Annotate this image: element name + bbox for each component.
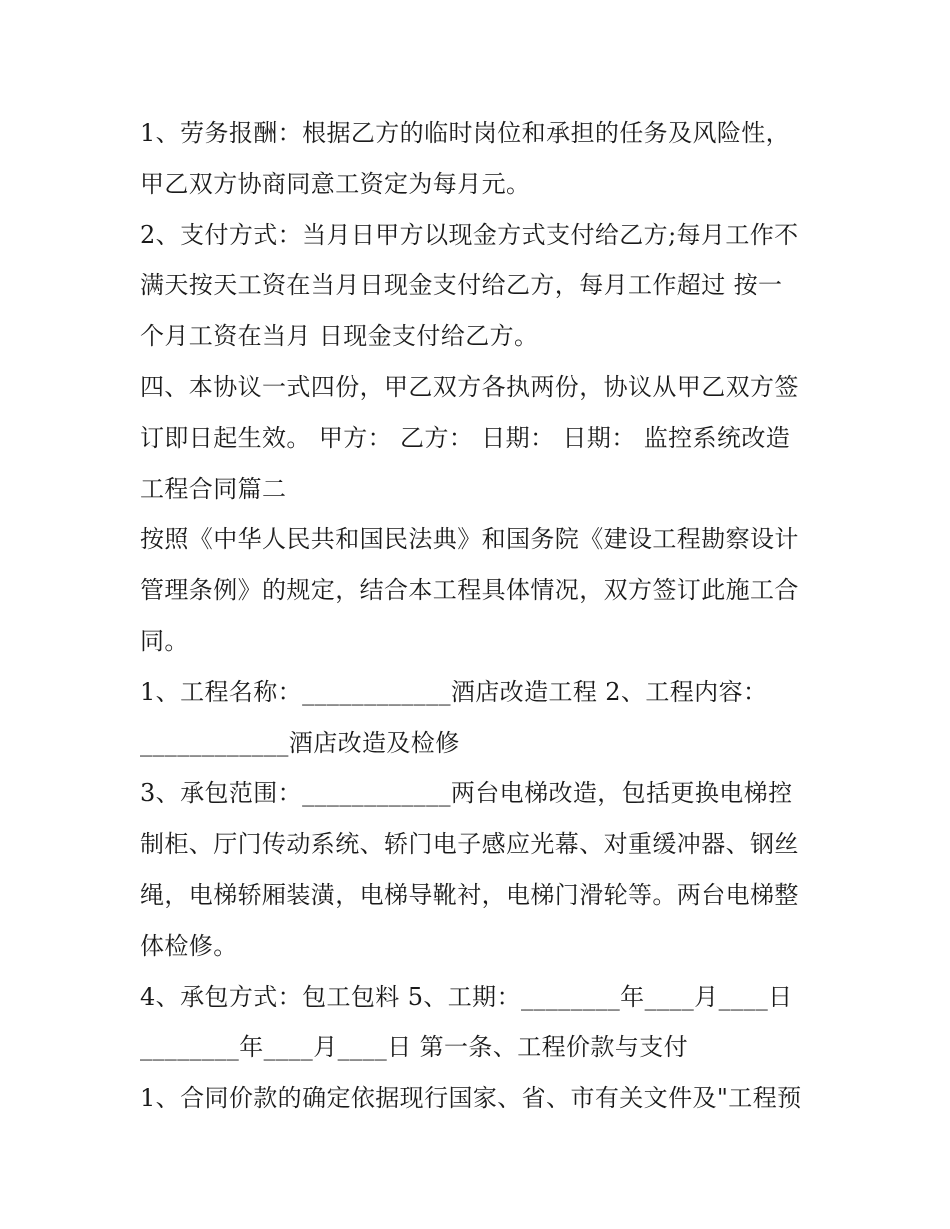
text-line: ____________酒店改造及检修 bbox=[140, 728, 460, 757]
document-body bbox=[140, 108, 820, 1124]
text-line: 制柜、厅门传动系统、轿门电子感应光幕、对重缓冲器、钢丝 bbox=[140, 830, 799, 859]
text-line: ________年____月____日 第一条、工程价款与支付 bbox=[140, 1033, 689, 1062]
text-line: 绳，电梯轿厢装潢，电梯导靴衬，电梯门滑轮等。两台电梯整 bbox=[140, 880, 799, 909]
text-line: 管理条例》的规定，结合本工程具体情况，双方签订此施工合 bbox=[140, 576, 799, 605]
text-line: 个月工资在当月 日现金支付给乙方。 bbox=[140, 322, 539, 351]
text-line: 1、劳务报酬：根据乙方的临时岗位和承担的任务及风险性， bbox=[140, 119, 791, 147]
text-line: 按照《中华人民共和国民法典》和国务院《建设工程勘察设计 bbox=[140, 525, 799, 554]
text-line: 同。 bbox=[140, 626, 189, 655]
text-line: 满天按天工资在当月日现金支付给乙方，每月工作超过 按一 bbox=[140, 271, 783, 300]
text-line: 1、工程名称：____________酒店改造工程 2、工程内容： bbox=[140, 677, 768, 706]
text-line: 四、本协议一式四份，甲乙双方各执两份，协议从甲乙双方签 bbox=[140, 372, 799, 401]
text-line: 甲乙双方协商同意工资定为每月元。 bbox=[140, 169, 531, 198]
text-line: 体检修。 bbox=[140, 931, 238, 960]
text-line: 4、承包方式：包工包料 5、工期：________年____月____日 bbox=[140, 982, 793, 1011]
text-line: 1、合同价款的确定依据现行国家、省、市有关文件及"工程预 bbox=[140, 1084, 802, 1113]
text-line: 2、支付方式：当月日甲方以现金方式支付给乙方;每月工作不 bbox=[140, 220, 799, 249]
text-line: 工程合同篇二 bbox=[140, 474, 287, 503]
text-line: 3、承包范围：____________两台电梯改造，包括更换电梯控 bbox=[140, 779, 793, 808]
text-line: 订即日起生效。 甲方： 乙方： 日期： 日期： 监控系统改造 bbox=[140, 423, 791, 452]
